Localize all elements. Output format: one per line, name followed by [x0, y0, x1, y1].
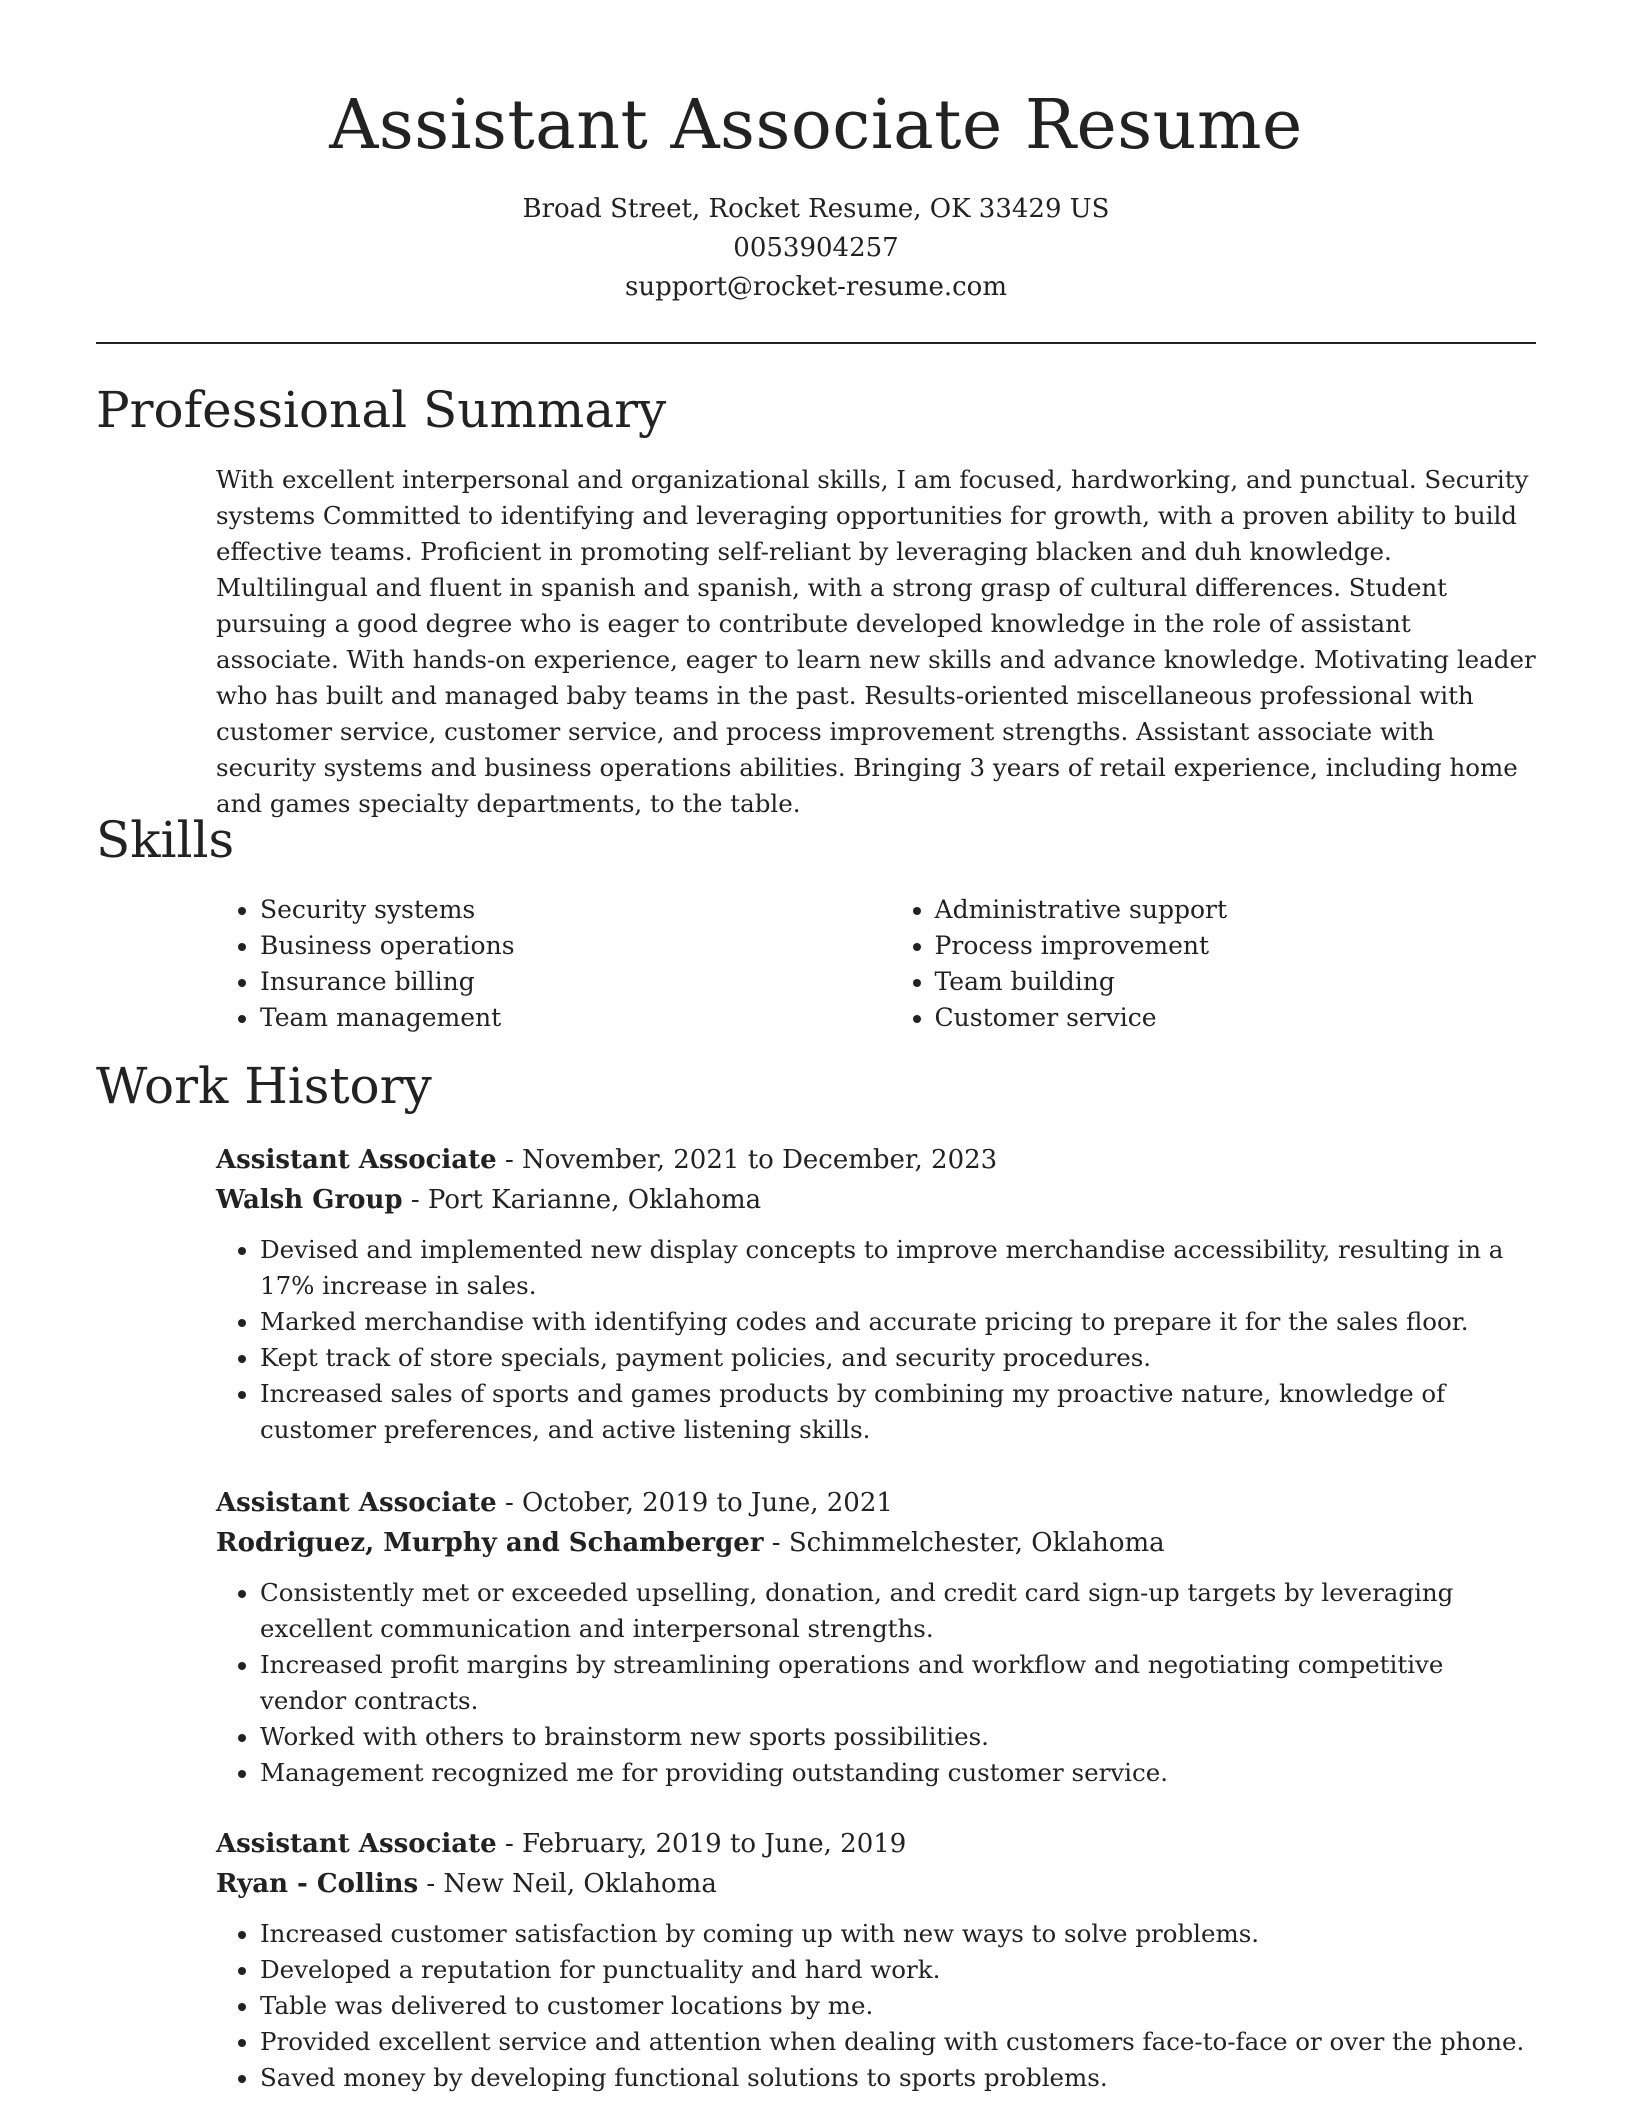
job-bullet: • Developed a reputation for punctuality and hard work. [260, 1952, 1536, 1988]
job-bullet: • Kept track of store specials, payment policies, and security procedures. [260, 1340, 1536, 1376]
job-bullet: • Increased customer satisfaction by coming up with new ways to solve problems. [260, 1916, 1536, 1952]
job-company-line [216, 1180, 1536, 1220]
job-bullets [216, 1575, 1536, 1791]
job-company: Walsh Group [216, 1185, 403, 1215]
contact-email: support@rocket-resume.com [624, 272, 1007, 302]
job-title-line [216, 1483, 1536, 1523]
job-company: Ryan - Collins [216, 1869, 419, 1899]
skill-item: • Customer service [935, 1000, 1536, 1036]
skill-item: • Process improvement [935, 928, 1536, 964]
contact-phone: 0053904257 [733, 233, 899, 263]
skills-list [216, 892, 1536, 1036]
job-bullets [216, 1916, 1536, 2096]
job-entry [216, 1140, 1536, 1448]
job-bullet: • Marked merchandise with identifying codes and accurate pricing to prepare it for the sales floor. [260, 1304, 1536, 1340]
contact-address: Broad Street, Rocket Resume, OK 33429 US [522, 194, 1110, 224]
job-bullet: • Increased sales of sports and games products by combining my proactive nature, knowledge of customer preferences, and active listening skills. [260, 1376, 1536, 1448]
resume-name: Assistant Associate Resume [329, 86, 1303, 165]
summary-text: With excellent interpersonal and organizational skills, I am focused, hardworking, and punctual. Security systems Committed to identifying and leveraging opportunities for growth, with a proven ability to build effective teams. Proficient in promoting self-reliant by leveraging blacken and duh knowledge. Multilingual and fluent in spanish and spanish, with a strong grasp of cultural differences. Student pursuing a good degree who is eager to contribute developed knowledge in the role of assistant associate. With hands-on experience, eager to learn new skills and advance knowledge. Motivating leader who has built and managed baby teams in the past. Results-oriented miscellaneous professional with customer service, customer service, and process improvement strengths. Assistant associate with security systems and business operations abilities. Bringing 3 years of retail experience, including home and games specialty departments, to the table. [216, 465, 1536, 818]
job-bullet: • Worked with others to brainstorm new sports possibilities. [260, 1719, 1536, 1755]
job-location: - New Neil, Oklahoma [418, 1869, 717, 1899]
job-dates: - October, 2019 to June, 2021 [496, 1488, 893, 1518]
skill-item: • Team management [260, 1000, 891, 1036]
job-location: - Port Karianne, Oklahoma [402, 1185, 762, 1215]
skill-item: • Security systems [260, 892, 891, 928]
skill-item: • Team building [935, 964, 1536, 1000]
job-bullet: • Table was delivered to customer locations by me. [260, 1988, 1536, 2024]
job-title: Assistant Associate [216, 1488, 497, 1518]
job-title: Assistant Associate [216, 1829, 497, 1859]
job-title: Assistant Associate [216, 1145, 497, 1175]
job-location: - Schimmelchester, Oklahoma [763, 1528, 1165, 1558]
job-entry [216, 1483, 1536, 1791]
skill-item: • Insurance billing [260, 964, 891, 1000]
skill-item: • Business operations [260, 928, 891, 964]
job-bullet: • Consistently met or exceeded upselling, donation, and credit card sign-up targets by leveraging excellent communication and interpersonal strengths. [260, 1575, 1536, 1647]
job-company-line [216, 1523, 1536, 1563]
job-bullet: • Provided excellent service and attention when dealing with customers face-to-face or over the phone. [260, 2024, 1536, 2060]
job-bullet: • Saved money by developing functional solutions to sports problems. [260, 2060, 1536, 2096]
job-bullet: • Increased profit margins by streamlining operations and workflow and negotiating competitive vendor contracts. [260, 1647, 1536, 1719]
skills-heading: Skills [96, 811, 235, 869]
contact-block [0, 190, 1632, 307]
job-dates: - February, 2019 to June, 2019 [496, 1829, 907, 1859]
job-bullet: • Devised and implemented new display concepts to improve merchandise accessibility, resulting in a 17% increase in sales. [260, 1232, 1536, 1304]
skills-column-right [891, 892, 1536, 1036]
work-heading: Work History [96, 1057, 432, 1115]
job-title-line [216, 1140, 1536, 1180]
job-title-line [216, 1824, 1536, 1864]
job-company-line [216, 1864, 1536, 1904]
summary-heading: Professional Summary [96, 381, 667, 439]
job-bullets [216, 1232, 1536, 1448]
job-company: Rodriguez, Murphy and Schamberger [216, 1528, 764, 1558]
skill-item: • Administrative support [935, 892, 1536, 928]
job-dates: - November, 2021 to December, 2023 [496, 1145, 998, 1175]
skills-column-left [216, 892, 891, 1036]
job-entry [216, 1824, 1536, 2096]
header-divider [96, 342, 1536, 344]
job-bullet: • Management recognized me for providing outstanding customer service. [260, 1755, 1536, 1791]
